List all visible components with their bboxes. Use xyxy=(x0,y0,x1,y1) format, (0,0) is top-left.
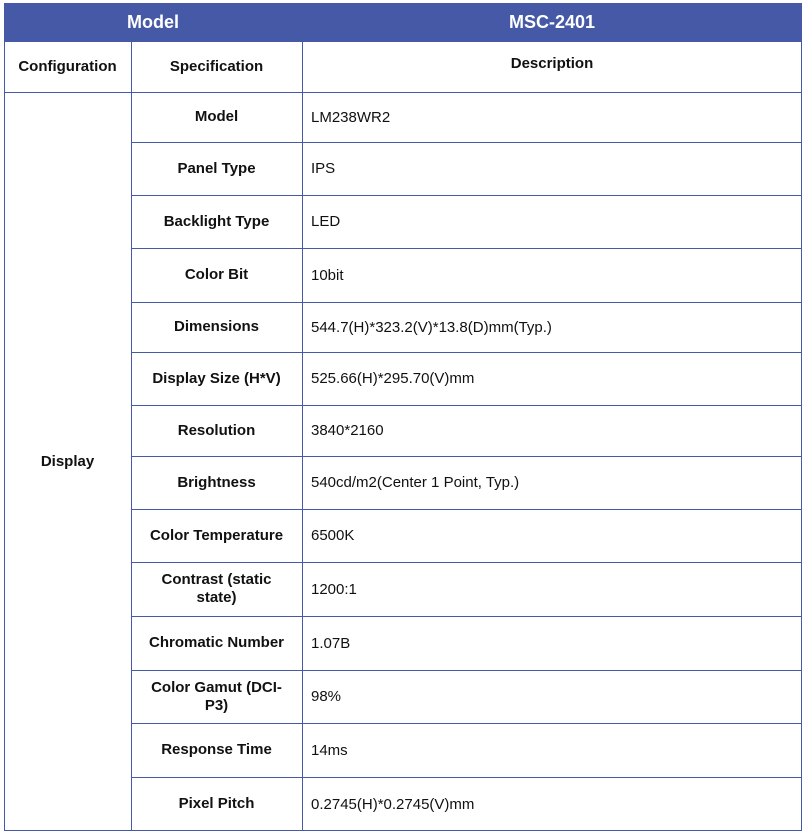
configuration-header-label: Configuration xyxy=(18,58,117,75)
spec-label: Resolution xyxy=(177,421,256,439)
spec-label-cell xyxy=(131,405,302,456)
spec-label-cell xyxy=(131,509,302,562)
spec-label: Panel Type xyxy=(177,159,256,177)
spec-value-cell xyxy=(302,670,802,723)
row-divider xyxy=(131,302,802,303)
spec-label: Brightness xyxy=(177,473,256,491)
spec-value-cell xyxy=(302,562,802,616)
spec-value: 14ms xyxy=(311,741,348,759)
spec-value-cell xyxy=(302,456,802,509)
spec-label-cell xyxy=(131,670,302,723)
row-divider xyxy=(131,195,802,196)
row-divider xyxy=(131,456,802,457)
spec-label-cell xyxy=(131,302,302,352)
spec-value: 1.07B xyxy=(311,634,351,652)
spec-label-cell xyxy=(131,195,302,248)
column-divider-1 xyxy=(131,42,132,831)
row-divider xyxy=(131,723,802,724)
row-divider xyxy=(131,616,802,617)
spec-value: 525.66(H)*295.70(V)mm xyxy=(311,370,475,387)
spec-label: Backlight Type xyxy=(163,212,270,230)
spec-value: LED xyxy=(311,213,341,230)
spec-value-cell xyxy=(302,352,802,405)
spec-label: Contrast (static state) xyxy=(161,571,272,606)
spec-value: 544.7(H)*323.2(V)*13.8(D)mm(Typ.) xyxy=(311,318,552,336)
header-divider xyxy=(4,92,802,93)
spec-value-cell xyxy=(302,302,802,352)
display-group-label: Display xyxy=(40,452,95,470)
row-divider xyxy=(131,248,802,249)
spec-value: 540cd/m2(Center 1 Point, Typ.) xyxy=(311,474,520,491)
spec-label-cell xyxy=(131,248,302,302)
spec-value: 6500K xyxy=(311,527,355,544)
spec-value: IPS xyxy=(311,160,336,177)
model-header-label: Model xyxy=(127,12,179,32)
spec-label: Model xyxy=(194,108,239,125)
spec-label-cell xyxy=(131,92,302,142)
spec-value-cell xyxy=(302,405,802,456)
spec-value-cell xyxy=(302,723,802,777)
spec-label-cell xyxy=(131,456,302,509)
spec-label: Display Size (H*V) xyxy=(152,369,281,387)
specification-header xyxy=(131,42,302,92)
spec-label: Color Gamut (DCI-P3) xyxy=(151,678,282,714)
row-divider xyxy=(131,777,802,778)
spec-label-cell xyxy=(131,562,302,616)
spec-value: 98% xyxy=(311,688,342,705)
row-divider xyxy=(131,142,802,143)
spec-label-cell xyxy=(131,723,302,777)
spec-value: 3840*2160 xyxy=(311,422,384,439)
spec-label-cell xyxy=(131,777,302,831)
specification-header-label: Specification xyxy=(169,58,264,75)
row-divider xyxy=(131,509,802,510)
spec-value-cell xyxy=(302,777,802,831)
spec-label: Chromatic Number xyxy=(148,634,285,651)
spec-value: 0.2745(H)*0.2745(V)mm xyxy=(311,795,475,813)
row-divider xyxy=(131,352,802,353)
spec-value-cell xyxy=(302,248,802,302)
spec-value-cell xyxy=(302,195,802,248)
display-group-cell xyxy=(4,92,131,831)
spec-label-cell xyxy=(131,142,302,195)
spec-value-cell xyxy=(302,142,802,195)
row-divider xyxy=(131,562,802,563)
configuration-header xyxy=(4,42,131,92)
spec-label: Color Temperature xyxy=(149,526,284,544)
model-value-cell xyxy=(302,3,802,42)
spec-label: Dimensions xyxy=(173,318,260,335)
spec-label: Color Bit xyxy=(184,266,249,283)
spec-value: LM238WR2 xyxy=(311,108,391,126)
model-header-value: MSC-2401 xyxy=(508,12,596,32)
spec-label: Pixel Pitch xyxy=(178,795,255,812)
row-divider xyxy=(131,670,802,671)
column-divider-2 xyxy=(302,42,303,831)
spec-label: Response Time xyxy=(161,741,272,758)
description-header-label: Description xyxy=(510,55,594,72)
spec-label-cell xyxy=(131,616,302,670)
spec-value-cell xyxy=(302,616,802,670)
description-header xyxy=(302,42,802,86)
spec-value-cell xyxy=(302,92,802,142)
spec-label-cell xyxy=(131,352,302,405)
row-divider xyxy=(131,405,802,406)
spec-value-cell xyxy=(302,509,802,562)
model-header-cell xyxy=(4,3,302,42)
spec-value: 1200:1 xyxy=(311,580,357,598)
spec-value: 10bit xyxy=(311,266,344,284)
